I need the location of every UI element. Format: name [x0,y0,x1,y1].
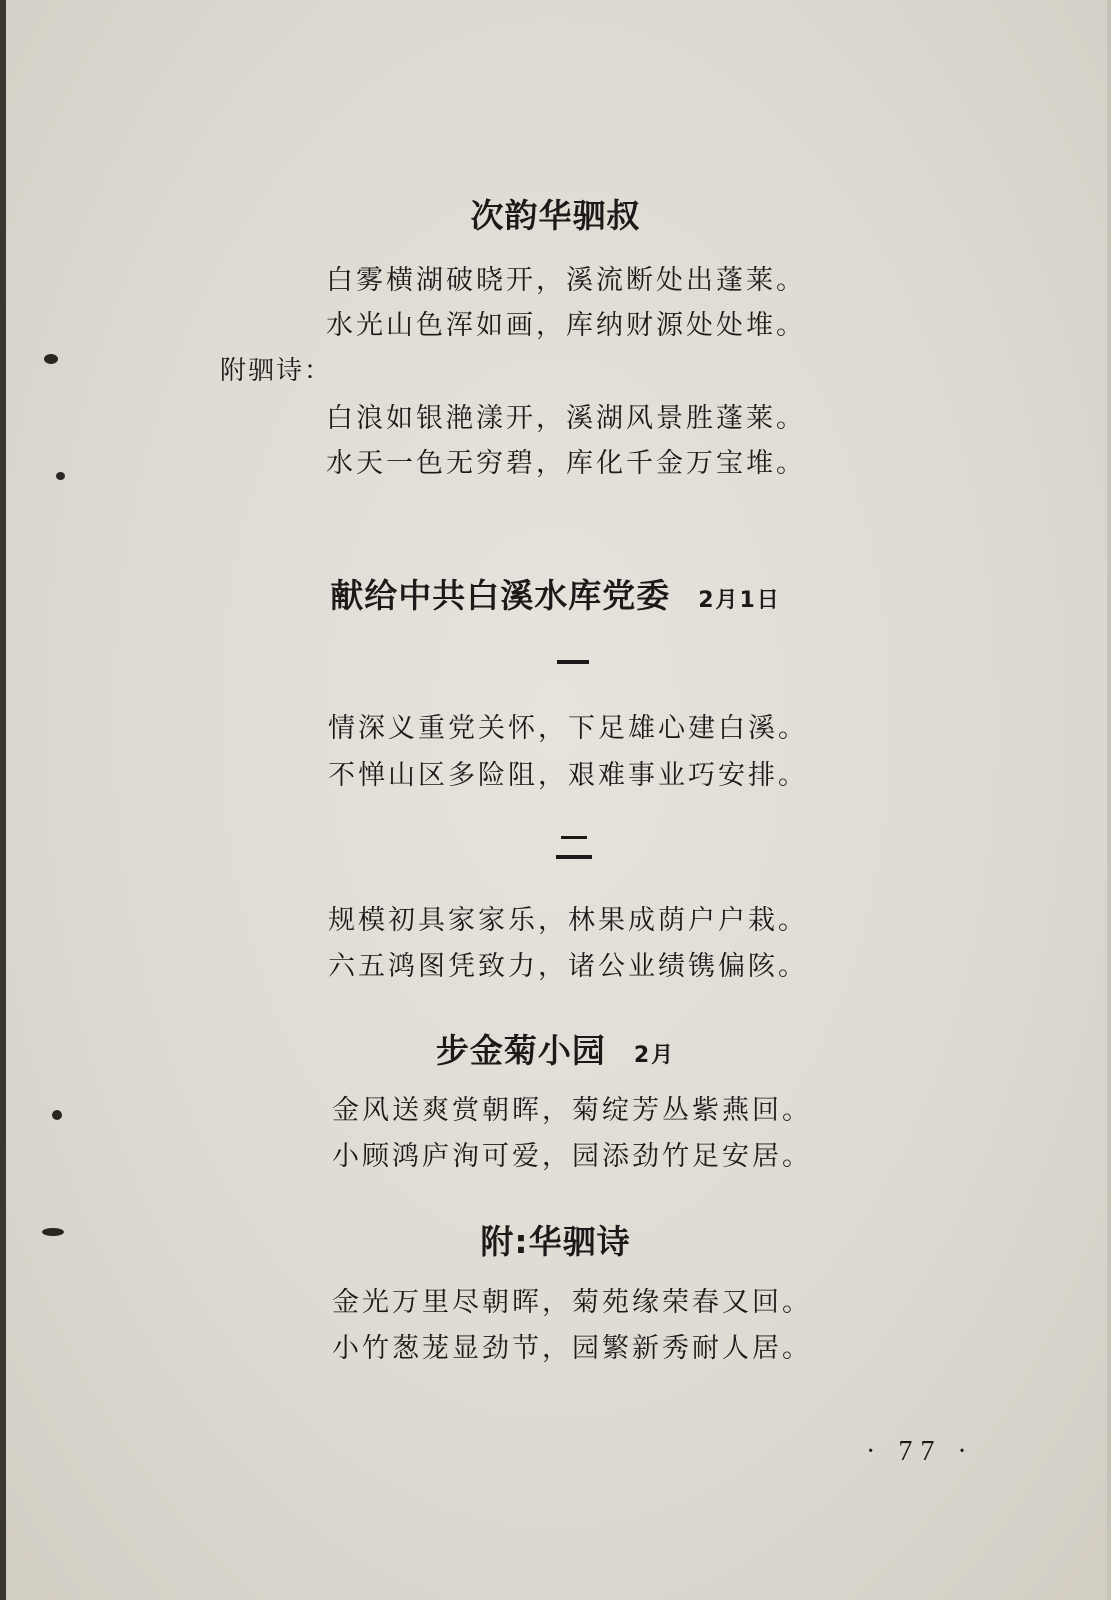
poem-title [0,1025,1111,1072]
poem-line: 白浪如银滟漾开，溪湖风景胜蓬莱。 [326,403,806,434]
binding-hole-mark [52,1110,62,1120]
poem-date: 2月1日 [698,588,781,613]
page-number: · 77 · [866,1436,975,1467]
poem-line: 小竹葱茏显劲节，园繁新秀耐人居。 [332,1333,812,1364]
poem-line: 小顾鸿庐洵可爱，园添劲竹足安居。 [332,1141,812,1172]
binding-hole-mark [56,472,65,480]
page-right-edge [1107,0,1111,1600]
poem-title-text: 献给中共白溪水库党委 [330,576,671,615]
poem-line: 金光万里尽朝晖，菊苑缘荣春又回。 [332,1287,812,1318]
poem-line: 水光山色浑如画，库纳财源处处堆。 [326,310,806,341]
poem-line: 白雾横湖破晓开，溪流断处出蓬莱。 [326,265,806,296]
poem-line: 规模初具家家乐，林果成荫户户栽。 [328,905,808,936]
poem-line: 金风送爽赏朝晖，菊绽芳丛紫燕回。 [332,1095,812,1126]
poem-title: 次韵华驷叔 [470,196,641,235]
section-numeral-two-top [561,836,587,839]
poem-title-text: 步金菊小园 [435,1031,606,1070]
poem-line: 六五鸿图凭致力，诸公业绩镌偏陔。 [328,951,808,982]
page-left-edge-shadow [0,0,6,1600]
poem-line: 水天一色无穷碧，库化千金万宝堆。 [326,448,806,479]
appendix-label: 附驷诗： [220,356,333,386]
poem-line: 不惮山区多险阻，艰难事业巧安排。 [328,760,808,791]
section-numeral-two-bottom [556,855,592,859]
poem-line: 情深义重党关怀，下足雄心建白溪。 [328,713,808,744]
poem-title: 附:华驷诗 [480,1222,631,1261]
poem-date: 2月 [633,1043,676,1068]
binding-hole-mark [44,354,58,364]
poem-title [0,570,1111,617]
section-numeral-one [557,660,589,664]
